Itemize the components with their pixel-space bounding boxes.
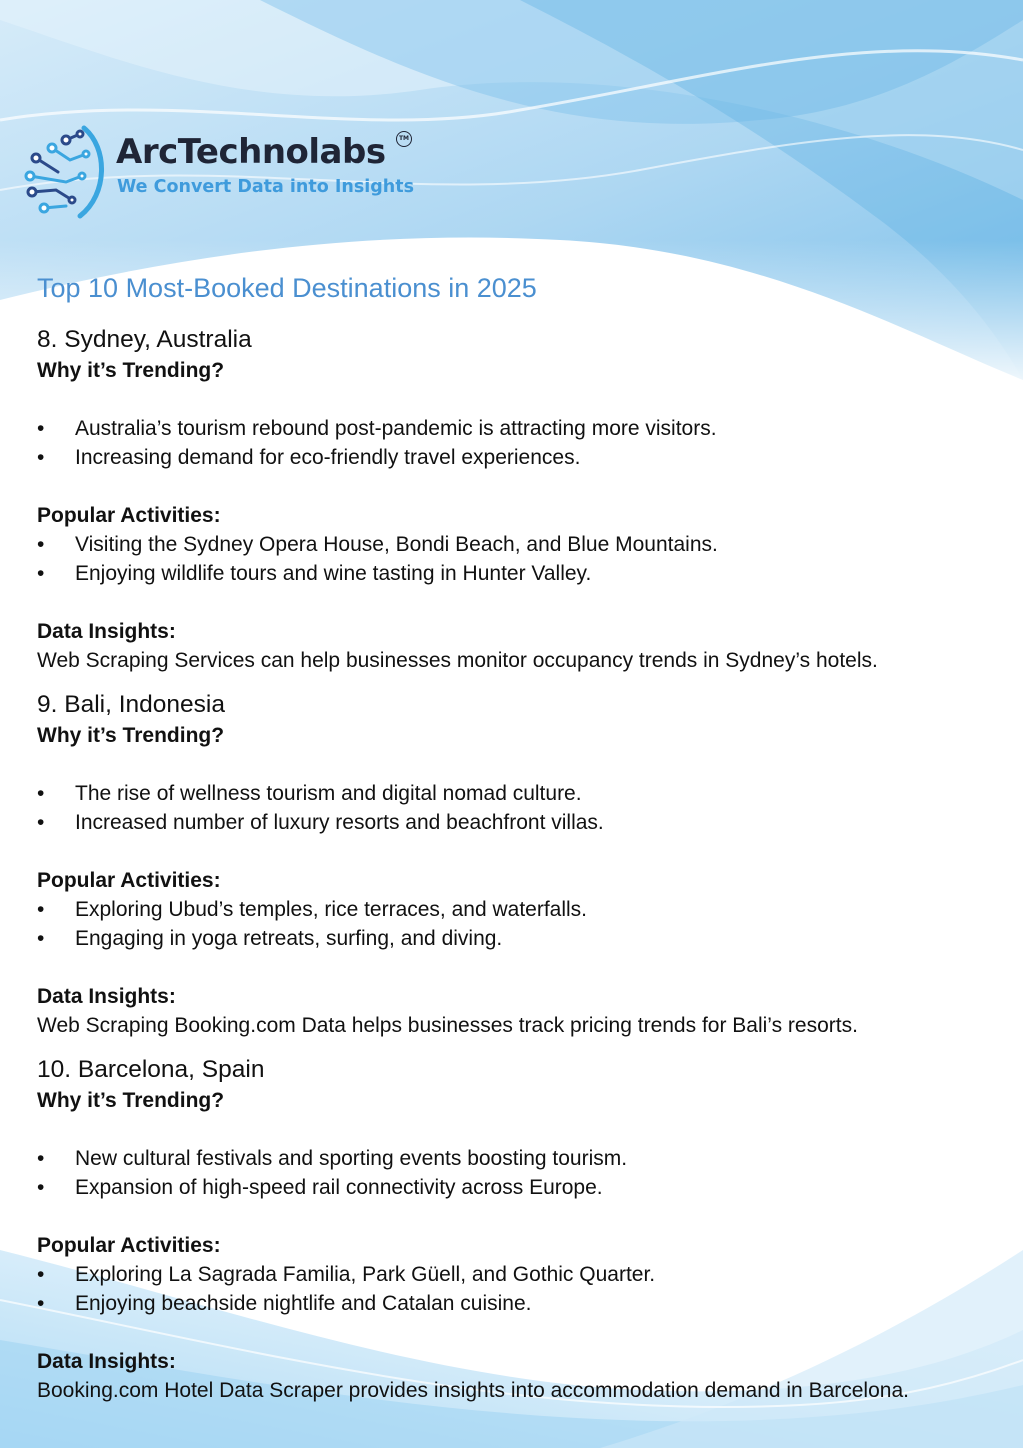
why-trending-list [37,414,997,472]
brand-logo [22,120,422,224]
destination-section [37,689,997,1040]
document-body [37,268,997,1405]
why-trending-label: Why it’s Trending? [37,724,225,747]
data-insights-text: Web Scraping Booking.com Data helps businesses track pricing trends for Bali’s resorts. [37,1014,858,1037]
list-item: • Australia’s tourism rebound post-pandemic is attracting more visitors. [37,414,997,443]
bullet-icon: • [37,811,45,834]
data-insights-text: Web Scraping Services can help businesses monitor occupancy trends in Sydney’s hotels. [37,649,878,672]
popular-activities-list [37,530,997,588]
list-item: • Enjoying wildlife tours and wine tasting in Hunter Valley. [37,559,997,588]
popular-activities-list [37,895,997,953]
destination-title: 9. Bali, Indonesia [37,691,225,718]
list-item: • Visiting the Sydney Opera House, Bondi Beach, and Blue Mountains. [37,530,997,559]
bullet-icon: • [37,927,45,950]
bullet-icon: • [37,1147,45,1170]
bullet-icon: • [37,446,45,469]
why-trending-label: Why it’s Trending? [37,359,225,382]
list-item: • Increasing demand for eco-friendly travel experiences. [37,443,997,472]
bullet-icon: • [37,1292,45,1315]
destination-title: 8. Sydney, Australia [37,326,252,353]
data-insights-label: Data Insights: [37,620,176,643]
list-item: • Increased number of luxury resorts and beachfront villas. [37,808,997,837]
list-item: • Enjoying beachside nightlife and Catalan cuisine. [37,1289,997,1318]
data-insights-label: Data Insights: [37,985,176,1008]
list-item: • New cultural festivals and sporting events boosting tourism. [37,1144,997,1173]
popular-activities-list [37,1260,997,1318]
data-insights-text: Booking.com Hotel Data Scraper provides insights into accommodation demand in Barcelona. [37,1379,909,1402]
list-item: • The rise of wellness tourism and digital nomad culture. [37,779,997,808]
bullet-icon: • [37,562,45,585]
trademark-mark: TM [396,131,412,147]
bullet-icon: • [37,417,45,440]
destination-section [37,1054,997,1405]
list-item: • Exploring Ubud’s temples, rice terraces, and waterfalls. [37,895,997,924]
list-item: • Exploring La Sagrada Familia, Park Güell, and Gothic Quarter. [37,1260,997,1289]
popular-activities-label: Popular Activities: [37,1234,221,1257]
bullet-icon: • [37,1263,45,1286]
brand-name: ArcTechnolabs [116,132,386,172]
data-insights-label: Data Insights: [37,1350,176,1373]
list-item: • Expansion of high-speed rail connectivity across Europe. [37,1173,997,1202]
bullet-icon: • [37,782,45,805]
why-trending-label: Why it’s Trending? [37,1089,225,1112]
destination-title: 10. Barcelona, Spain [37,1056,265,1083]
popular-activities-label: Popular Activities: [37,869,221,892]
brand-tagline: We Convert Data into Insights [117,177,415,197]
page-title: Top 10 Most-Booked Destinations in 2025 [37,273,537,303]
bullet-icon: • [37,533,45,556]
bullet-icon: • [37,1176,45,1199]
popular-activities-label: Popular Activities: [37,504,221,527]
why-trending-list [37,779,997,837]
bullet-icon: • [37,898,45,921]
circuit-arc-icon [22,120,108,222]
why-trending-list [37,1144,997,1202]
list-item: • Engaging in yoga retreats, surfing, and diving. [37,924,997,953]
destination-section [37,324,997,675]
